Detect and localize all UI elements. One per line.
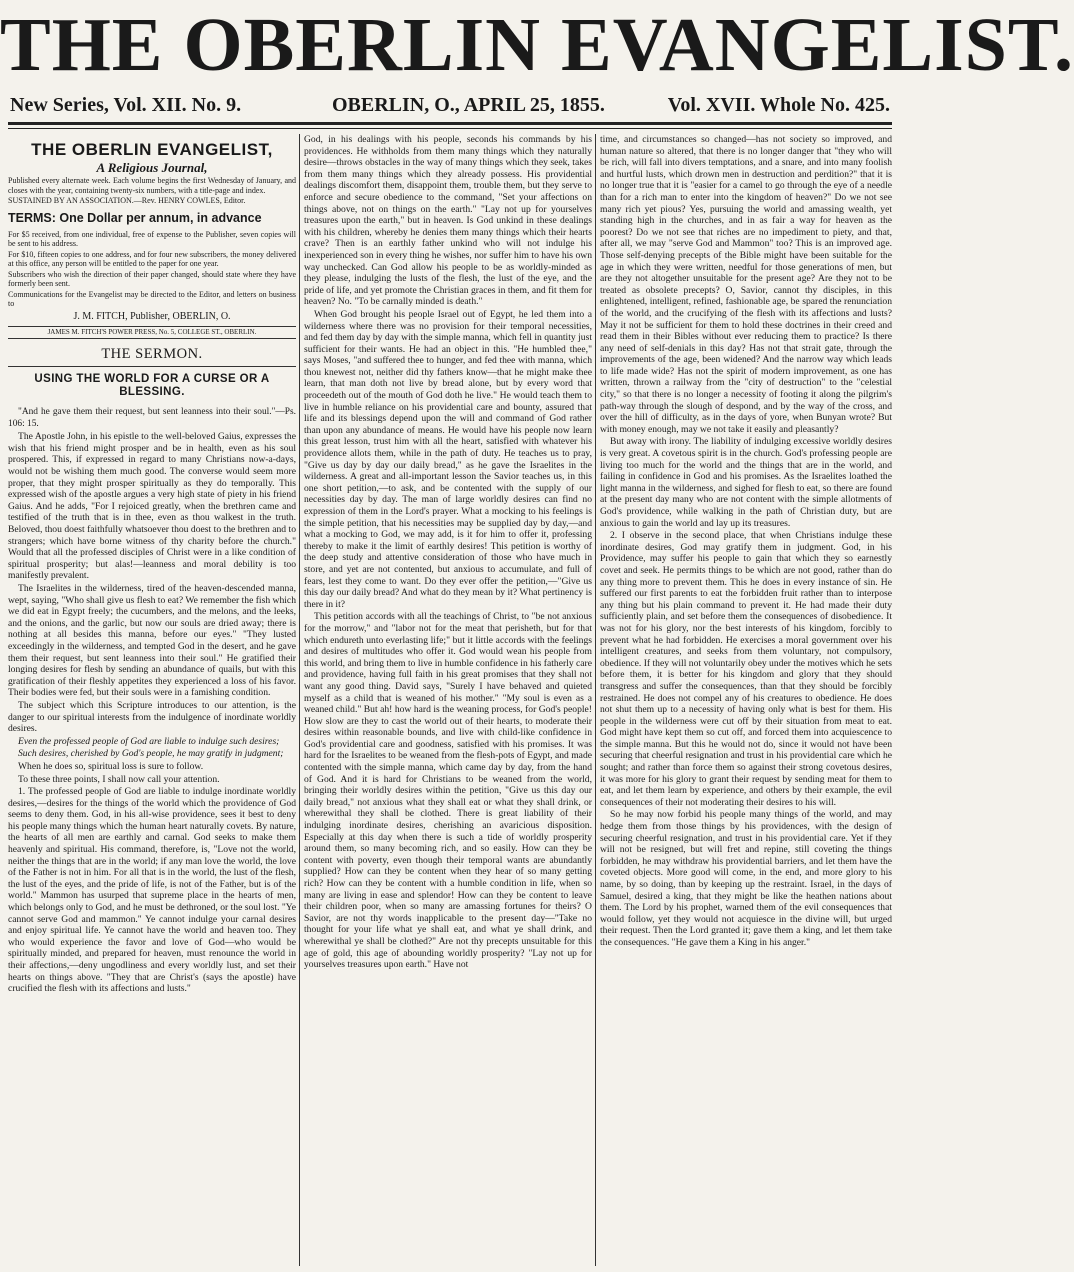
column-1 xyxy=(8,134,296,1266)
sustained-line: SUSTAINED BY AN ASSOCIATION.—Rev. HENRY COWLES, Editor. xyxy=(8,196,246,205)
paragraph: God, in his dealings with his people, seconds his commands by his providences. He withholds from them many things which they naturally desire—throws obstacles in the way of many things which they seek, takes from them many things which they already possess. His providential dealings discomfort them, disappoint them, trouble them, but they serve to enforce and secure obedience to the command, "Set your affections on things above, not on things on the earth." "Lay not up for yourselves treasures upon the earth," but in heaven. Is God unkind in these dealings with his children, whereby he denies them many things which their hearts crave? Then is an earthly father unkind who will not indulge his inexperienced son in every thing he wishes, nor suffer him to have his own way unchecked. Can God allow his people to be as worldly-minded as they please, indulging the lusts of the flesh, the lust of the eye, and the pride of life, and yet promote the Christian graces in them, and fit them for heaven? No. "To be carnally minded is death." xyxy=(304,134,592,308)
column-divider xyxy=(595,134,596,1266)
volume-number: Vol. XVII. Whole No. 425. xyxy=(667,94,890,116)
box-subtitle: A Religious Journal, xyxy=(96,160,208,175)
paragraph: Even the professed people of God are liable to indulge such desires; xyxy=(18,735,280,747)
sermon-title: USING THE WORLD FOR A CURSE OR A BLESSING. xyxy=(34,373,270,399)
paragraph: To these three points, I shall now call your attention. xyxy=(18,773,220,785)
paragraph: 2. I observe in the second place, that when Christians indulge these inordinate desires, God may gratify them in judgment. God, in his Providence, may suffer his people to gain that which they so earnestly covet and seek. He permits things to be which are not good, rather than do any thing more to prevent them. This he does in every instance of sin. He suffered our first parents to eat the forbidden fruit rather than to interpose any thing but his plain command to prevent it. He had made their duty sufficiently plain, and set before them the consequences of disobedience. It was not for his glory, nor the best interests of his kingdom, forcibly to prevent what he had forbidden. He exercises a moral government over his intelligent creatures, and seeks from them voluntary, not compulsory, obedience. If they will not voluntarily obey under the motives which he sets before them, it is better for his kingdom and glory that they should transgress and suffer the consequences, than that they should be forcibly restrained. He does not compel any of his creatures to obedience. He does not shut them up to a necessity of having only what is best for them. His people in the wilderness were cut off by their situation from meat to eat. God might have kept them so cut off, and forced them into acquiescence to the simple manna. But this he would not do, since it would not have been securing that cheerful resignation and trust in his providential care which he sought; and rather than force them so against their strong covetous desires, it was more for his glory to grant their request by sending meat for them to eat, and let them learn by experience, and others by their example, the evil consequences of their not moderating their desires to his will. xyxy=(600,530,892,808)
section-heading: THE SERMON. xyxy=(101,346,203,363)
paragraph: The Apostle John, in his epistle to the well-beloved Gaius, expresses the wish that his friend might prosper and be in health, even as his soul prospered. This, if expressed in regard to many Christians now-a-days, would not be wishing them much good. The converse would seem more proper, that they might prosper spiritually as they do temporally. This expressed wish of the apostle argues a very high state of piety in his friend Gaius. And he adds, "For I rejoiced greatly, when the brethren came and testified of the truth that is in thee, even as thou walkest in the truth. Beloved, thou doest faithfully whatsoever thou doest to the brethren and to strangers; which have borne witness of thy charity before the church." Would that all the professed disciples of Christ were in a like condition of spiritual prosperity; but alas!—leanness and moral debility is too manifestly prevalent. xyxy=(8,431,296,582)
box-title: THE OBERLIN EVANGELIST, xyxy=(31,140,273,159)
paragraph: So he may now forbid his people many things of the world, and may hedge them from those things by his providences, with the design of securing cheerful resignation, and trust in his providential care. Yet if they will not be resigned, but will fret and repine, still coveting the things forbidden, he may withdraw his providential barriers, and let them have the coveted objects. More good will come, in the end, and more glory to his name, by so doing, than by keeping up the restraint. Israel, in the days of Samuel, desired a king, that they might be like the heathen nations about them. The Lord by his prophet, warned them of the evil consequences that would follow, yet they would not acquiesce in the divine will, but urged their request. Then the Lord granted it; gave them a king, and let them take the consequences. "He gave them a King in his anger." xyxy=(600,809,892,948)
place-date: OBERLIN, O., APRIL 25, 1855. xyxy=(332,94,605,116)
publication-notice: Published every alternate week. Each volume begins the first Wednesday of January, and closes with the year, containing twenty-six numbers, with a title-page and index. xyxy=(8,176,296,195)
masthead-rule-thick xyxy=(8,122,892,125)
paragraph: The subject which this Scripture introduces to our attention, is the danger to our spiritual interests from the indulgence of inordinate worldly desires. xyxy=(8,699,296,735)
series-number: New Series, Vol. XII. No. 9. xyxy=(10,94,242,116)
subscription-notice: For $10, fifteen copies to one address, and for four new subscribers, the money delivered at this office, any person will be entitled to the paper for one year. xyxy=(8,249,296,268)
epigraph: "And he gave them their request, but sent leanness into their soul."—Ps. 106: 15. xyxy=(8,407,296,429)
column-2 xyxy=(304,134,592,1266)
subscription-notice: For $5 received, from one individual, free of expense to the Publisher, seven copies will be sent to his address. xyxy=(8,229,296,248)
paragraph: This petition accords with all the teachings of Christ, to "be not anxious for the morrow," and "labor not for the meat that perisheth, but for that which endureth unto everlasting life;" but it little accords with the feelings and desires of multitudes who offer it. God would wean his people from this world, and bring them to live in humble confidence in his fatherly care and providence, having full faith in his great promises that they shall not want any good thing. David says, "Surely I have behaved and quieted myself as a child that is weaned of his mother." "My soul is even as a weaned child." But ah! how hard is the weaning process, for God's people! How slow are they to cast the world out of their hearts, to moderate their desires within reasonable bounds, and live with child-like confidence in God's providential care and goodness, satisfied with his promises. It was hard for the Israelites to be weaned from the flesh-pots of Egypt, and made contented with the simple manna, which came day by day, from the hand of God. And it is hard for Christians to be weaned from the world, bringing their worldly desires within the petition, "Give us this day our daily bread," not anxious what they shall eat or what they shall drink, or wherewithal they shall be clothed. There is great liability of their indulging inordinate desires, cherishing an avaricious disposition. Especially at this day when there is such a tide of worldly prosperity around them, so many becoming rich, and so easily. How can they be content with poverty, even though their temporal wants are abundantly supplied? How can they be content when they hear of so many getting rich? How can they be content with a humble condition in life, when so many are living in ease and splendor! How can they be content to leave their children poor, when so many are amassing fortunes for theirs? O Savior, are not thy words inapplicable to the present day—"Take no thought for your life what ye shall eat, and what ye shall drink, and wherewithal ye shall be clothed?" Are not thy precepts unsuitable for this age of gold, this age of abounding worldly prosperity? "Lay not up for yourselves treasures upon earth." Have not xyxy=(304,611,592,971)
divider xyxy=(8,366,296,367)
column-3 xyxy=(600,134,892,1266)
paragraph: time, and circumstances so changed—has not society so improved, and human nature so altered, that there is no longer danger that "they who will be rich, will fall into divers temptations, and a snare, and into many foolish and hurtful lusts, which drown men in destruction and perdition?" that it is no longer true that it is "easier for a camel to go through the eye of a needle than for a rich man to enter into the kingdom of heaven?" Do we not see many rich yet pious? Yes, pursuing the world and amassing wealth, yet standing high in the churches, and in as fair a way for heaven as the poorest? Do we not see that riches are no impediment to piety, and that, after all, we may "serve God and Mammon" too? This is an improved age. Those self-denying precepts of the Bible might have been suitable for the age in which they were written, needful for those generations of men, but are they not altogether unsuitable for the present age? Are they not to be treated as obsolete precepts? O, Savior, cannot thy disciples, in this enlightened, intelligent, refined, fashionable age, be spared the renunciation of the world, and the crucifying of the flesh with its affections and lusts? May it not be sufficient for them to hold these doctrines in their creed and read them in their Bibles without ever reducing them to practice? Is there any need of self-denials in this day? Has not that strait gate, through the improvements of the age, been widened? And the narrow way which leads to life made wide? Has not the spirit of modern improvement, as one has written, thrown a railway from the "city of destruction" to the "celestial city," so that there is no longer a necessity of footing it along the pilgrim's path-way through the slough of despond, and by the way of the cross, and over the hill of difficulty, as in the days of yore, when Bunyan wrote? But with money enough, may we not take it easily and pleasantly? xyxy=(600,134,892,435)
dateline xyxy=(10,92,890,118)
subscription-notice: Subscribers who wish the direction of their paper changed, should state where they have formerly been sent. xyxy=(8,269,296,288)
paragraph: 1. The professed people of God are liable to indulge inordinate worldly desires,—desires for the things of the world which the providence of God seems to deny them. God, in his all-wise providence, sees it best to deny his people many things which the human heart naturally covets. By nature, the hearts of all men are earthly and carnal. God seeks to make them heavenly and spiritual. His command, therefore, is, "Love not the world, neither the things that are in the world; if any man love the world, the love of the Father is not in him. For all that is in the world, the lust of the flesh, the lust of the eyes, and the pride of life, is not of the Father, but is of the world." Mammon has usurped that supreme place in the hearts of men, which belongs only to God, and he must be dethroned, or the soul lost. "Ye cannot serve God and mammon." Ye cannot indulge your carnal desires and enjoy spiritual life. Ye cannot have the world and heaven too. They who would experience the favor and love of God—who would be spiritually minded, and prepared for heaven, must renounce the world in their affections,—deny ungodliness and every worldly lust, and set their hearts on things above. "They that are Christ's (says the apostle) have crucified the flesh with its affections and lusts." xyxy=(8,786,296,995)
terms-heading: TERMS: One Dollar per annum, in advance xyxy=(8,210,262,225)
paragraph: When he does so, spiritual loss is sure to follow. xyxy=(18,760,204,772)
paragraph: When God brought his people Israel out of Egypt, he led them into a wilderness where there was no provision for their temporal necessities, and fed them day by day with the simple manna, which fell in quantity just sufficient for their wants. He had an object in this. "He humbled thee," says Moses, "and suffered thee to hunger, and fed thee with manna, which thou knewest not, neither did thy fathers know—that he might make thee learn, that man doth not live by bread alone, but by every word that proceedeth out of the mouth of God doth he live." He would teach them to live in humble reliance on his providential care and bounty, assured that life and its blessings depend upon the will and command of God rather than upon any abundance of means. He would have his people now learn this great lesson, trust him with all the heart, satisfied with whatever his providence allots them, while in the path of duty. He teaches us to pray, "Give us day by day our daily bread," as he gave the Israelites in the wilderness. A great and all-important lesson the Savior teaches us, in this one short petition,—to ask, and be contented with the supply of our necessities day by day. The man of large worldly desires can find no expression of them in the Lord's prayer. What a mocking to his feelings is the simple petition, that his necessities may be supplied day by day,—and what a mocking to God, we may add, is it for him to offer it, professing thereby to make it the limit of earthly desires! This petition is worthy of the deep study and attentive consideration of those who have much in store, and yet are not contented, but anxious to accumulate, and full of fears, lest they come to want. Do they ever offer the petition,—"Give us this day our daily bread? And what do they mean by it? What pertinency is there in it? xyxy=(304,308,592,610)
paragraph: Such desires, cherished by God's people, he may gratify in judgment; xyxy=(18,748,284,760)
paragraph: The Israelites in the wilderness, tired of the heaven-descended manna, wept, saying, "Who shall give us flesh to eat? We remember the fish which we did eat in Egypt freely; the cucumbers, and the melons, and the leeks, and the onions, and the garlic, but now our souls are dried away; there is nothing at all besides this manna, before our eyes." "They lusted exceedingly in the wilderness, and tempted God in the desert, and he gave them their request, but sent leanness into their soul." He gratified their longing desires for flesh by sending an abundance of quails, but with this gratification of their fleshly appetites they experienced a loss of his favor. Their bodies were fed, but their souls were in a famishing condition. xyxy=(8,583,296,699)
subscription-notice: Communications for the Evangelist may be directed to the Editor, and letters on business to xyxy=(8,289,296,308)
column-divider xyxy=(299,134,300,1266)
press-line: JAMES M. FITCH'S POWER PRESS, No. 5, COLLEGE ST., OBERLIN. xyxy=(8,326,296,339)
publisher-line: J. M. FITCH, Publisher, OBERLIN, O. xyxy=(73,310,231,322)
paragraph: But away with irony. The liability of indulging excessive worldly desires is very great. A covetous spirit is in the church. God's professing people are living too much for the world and the things that are in the world, and failing in confidence in God and his promises. As the Israelites loathed the light manna in the wilderness, and sighed for flesh to eat, so there are found at the present day many who are not content with the simple allotments of God's providence, while walking in the path of Christian duty, but are anxious to gain the world and lay up its treasures. xyxy=(600,436,892,529)
masthead-title: THE OBERLIN EVANGELIST. xyxy=(0,3,1074,87)
masthead-rule-thin xyxy=(8,128,892,129)
